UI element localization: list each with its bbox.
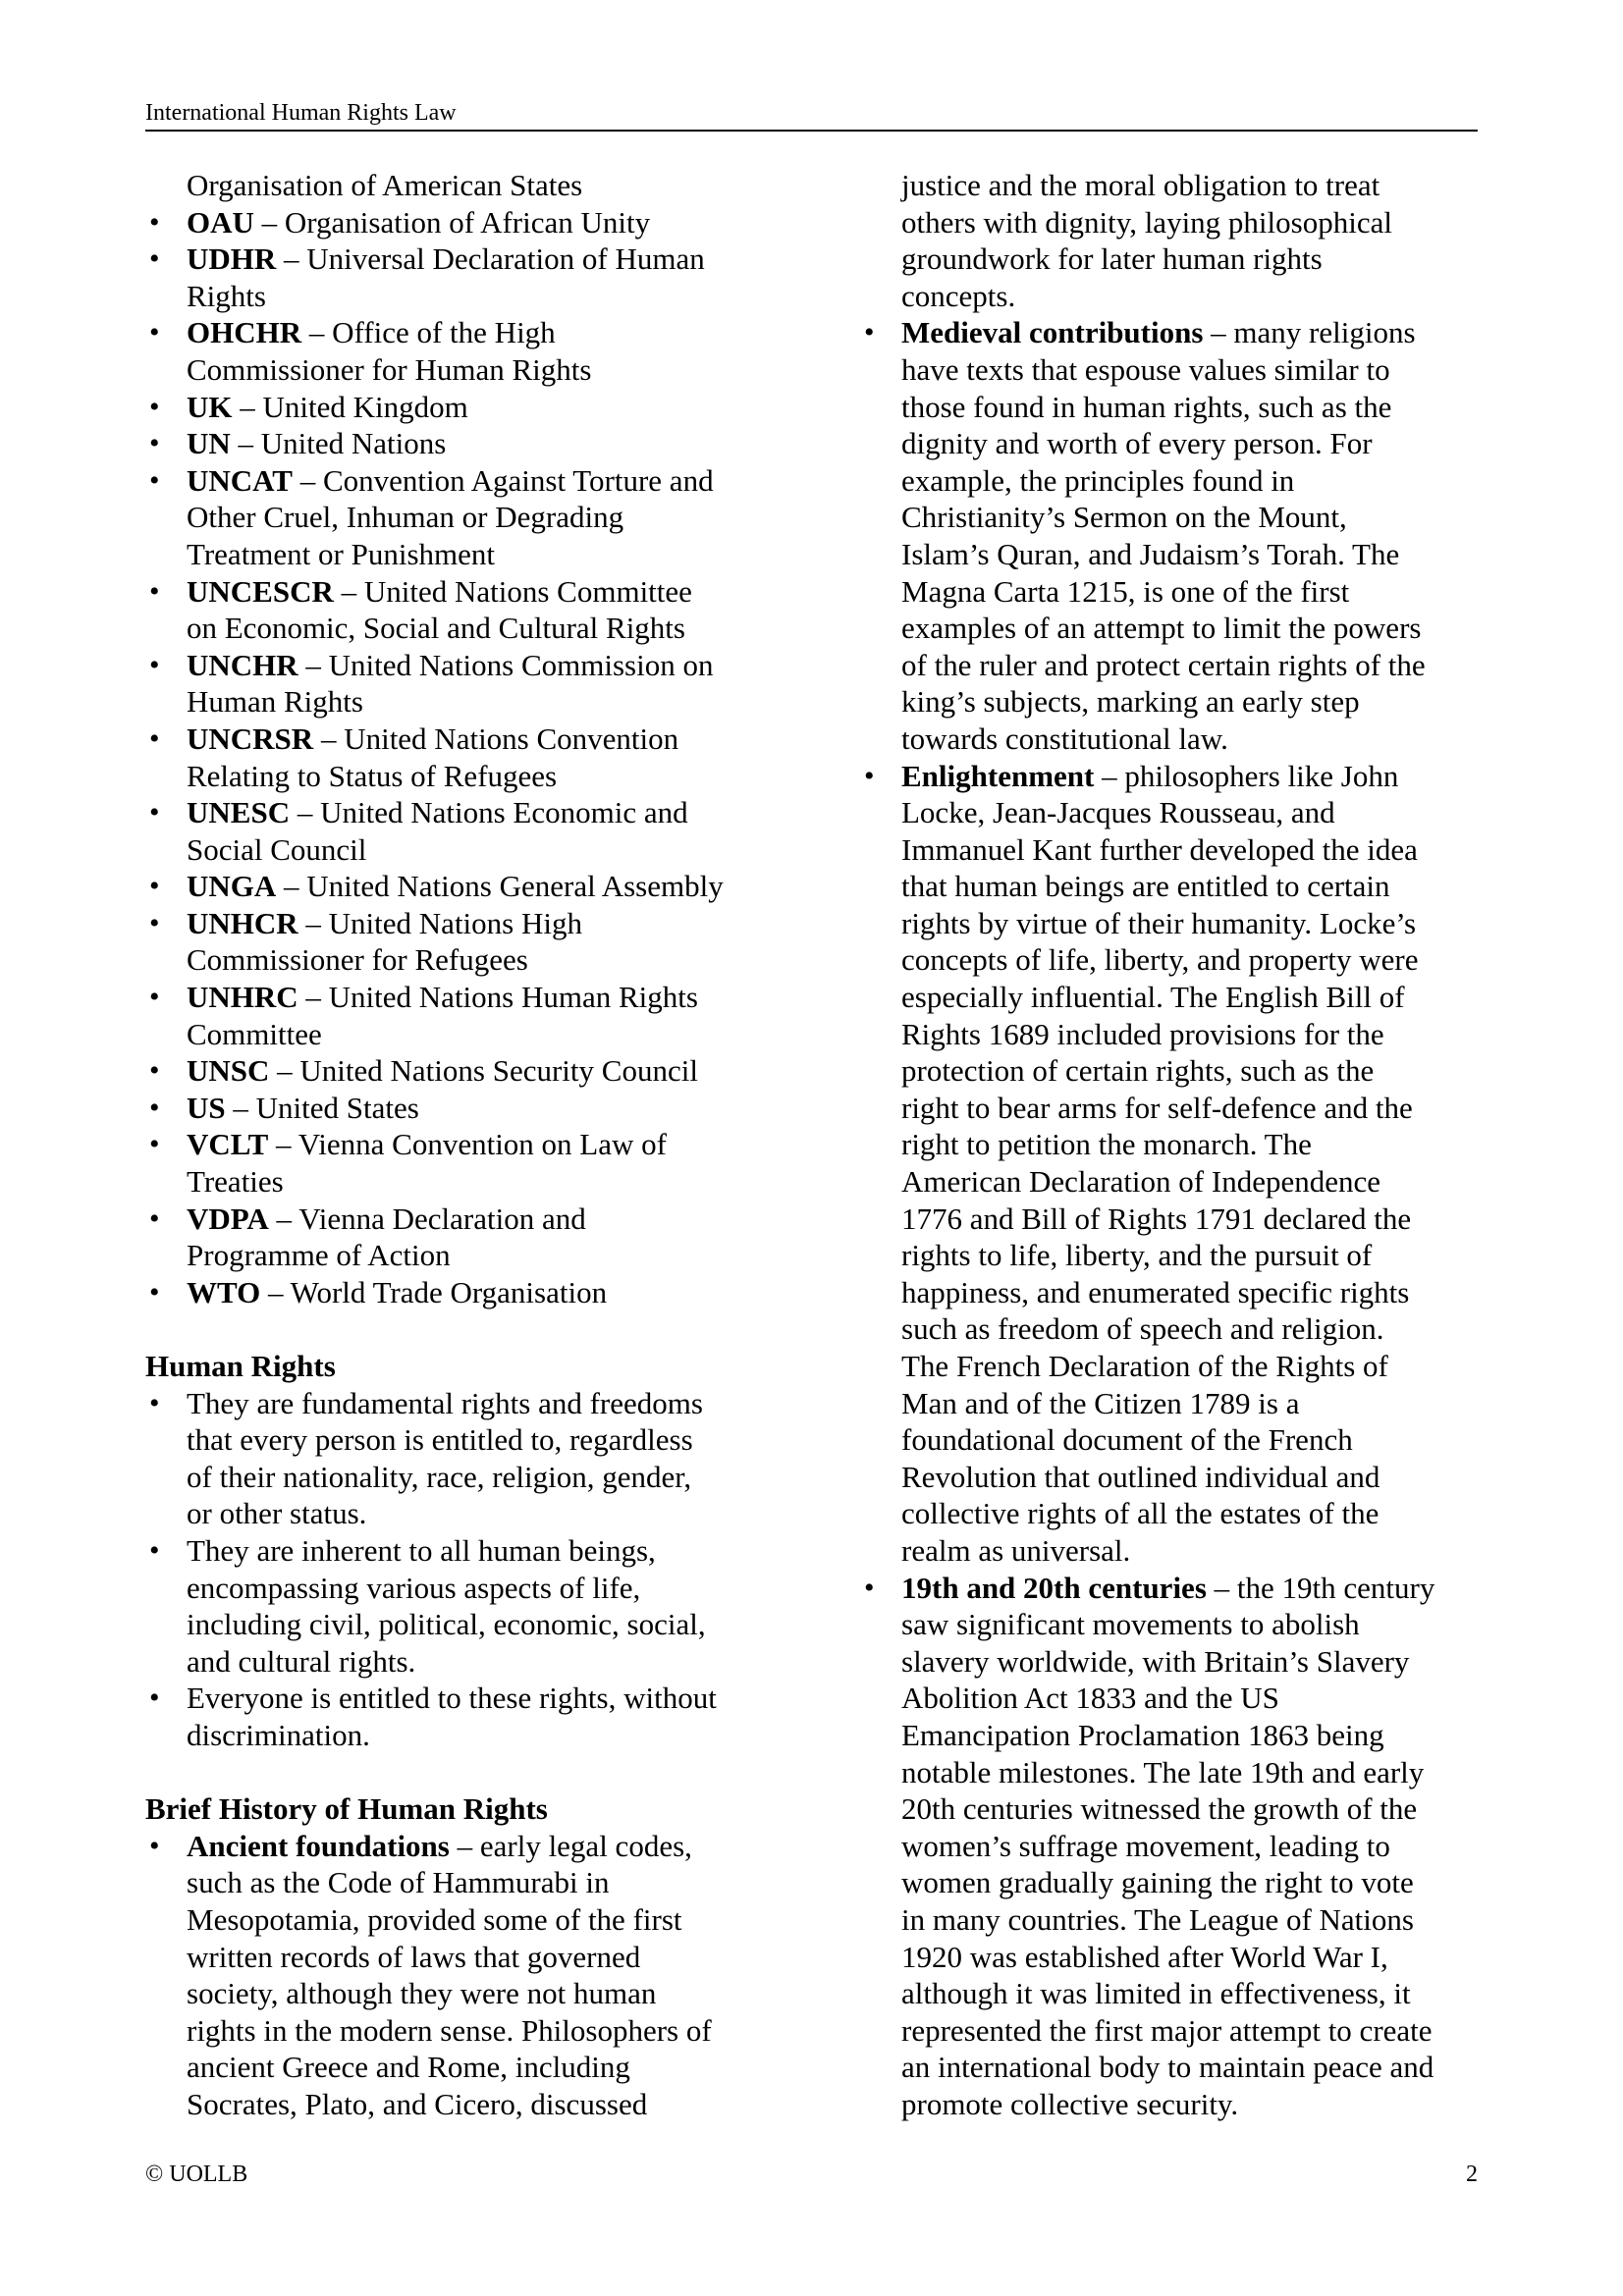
line-text: Programme of Action [187, 1238, 451, 1273]
list-item [145, 1680, 793, 1717]
term: UNCRSR [187, 721, 314, 756]
list-item [145, 979, 793, 1016]
line-text: in many countries. The League of Nations [901, 1901, 1414, 1937]
term: UNCHR [187, 647, 298, 682]
text-line [860, 1274, 1488, 1311]
text-line [145, 831, 793, 869]
term: 19th and 20th centuries [901, 1570, 1207, 1605]
line-text: towards constitutional law. [901, 721, 1228, 756]
text-line [145, 941, 793, 979]
line-text: promote collective security. [901, 2086, 1239, 2121]
line-text: – Universal Declaration of Human [276, 241, 705, 277]
bullet-icon: • [149, 870, 160, 903]
term: UNCESCR [187, 573, 334, 609]
line-text: – United Nations Convention [313, 721, 679, 756]
line-text: Abolition Act 1833 and the US [901, 1681, 1279, 1716]
line-text: including civil, political, economic, social, [187, 1607, 706, 1642]
text-line [860, 831, 1488, 869]
line-text: 20th centuries witnessed the growth of the [901, 1791, 1418, 1827]
line-text: society, although they were not human [187, 1976, 657, 2011]
text-line [145, 1016, 793, 1053]
bullet-icon: • [149, 1091, 160, 1124]
line-text: or other status. [187, 1496, 367, 1531]
bullet-icon: • [149, 796, 160, 829]
text-line [145, 1421, 793, 1459]
text-line [860, 794, 1488, 831]
line-text: although it was limited in effectiveness, it [901, 1976, 1411, 2011]
text-line [860, 683, 1488, 721]
text-line [860, 204, 1488, 241]
line-text: – the 19th century [1206, 1570, 1435, 1605]
text-line [860, 610, 1488, 647]
text-line [860, 2049, 1488, 2086]
line-text: others with dignity, laying philosophical [901, 204, 1392, 240]
line-text: Relating to Status of Refugees [187, 758, 558, 793]
text-line [860, 1532, 1488, 1570]
line-text: slavery worldwide, with Britain’s Slavery [901, 1643, 1410, 1679]
line-text: collective rights of all the estates of the [901, 1496, 1380, 1531]
line-text: Organisation of American States [187, 168, 583, 202]
list-item [145, 1532, 793, 1570]
line-text: concepts. [901, 278, 1016, 313]
text-line [860, 1237, 1488, 1274]
text-line [860, 1459, 1488, 1496]
line-text: – Office of the High [301, 315, 556, 350]
text-line [860, 868, 1488, 905]
blank-line [145, 1310, 793, 1348]
term: Ancient foundations [187, 1828, 450, 1863]
line-text: groundwork for later human rights [901, 241, 1323, 277]
section-heading: Human Rights [145, 1349, 336, 1383]
line-text: – United Nations Commission on [298, 647, 714, 682]
line-text: encompassing various aspects of life, [187, 1570, 641, 1605]
text-line [145, 1643, 793, 1681]
text-line [145, 351, 793, 389]
line-text: Christianity’s Sermon on the Mount, [901, 500, 1347, 535]
bullet-icon: • [149, 1533, 160, 1567]
text-line [145, 758, 793, 795]
line-text: written records of laws that governed [187, 1939, 641, 1974]
list-item [145, 1274, 793, 1311]
line-text: They are fundamental rights and freedoms [187, 1385, 703, 1420]
bullet-icon: • [149, 1682, 160, 1715]
list-item [860, 1570, 1488, 1607]
bullet-icon: • [149, 1386, 160, 1419]
text-line [860, 1939, 1488, 1976]
text-line [145, 2012, 793, 2050]
line-text: of the ruler and protect certain rights of the [901, 647, 1426, 682]
bullet-icon: • [149, 981, 160, 1014]
line-text: Social Council [187, 831, 367, 867]
line-text: of their nationality, race, religion, gender, [187, 1459, 692, 1494]
line-text: Rights 1689 included provisions for the [901, 1016, 1384, 1051]
line-text: king’s subjects, marking an early step [901, 684, 1360, 720]
text-line [860, 2086, 1488, 2123]
text-line [860, 905, 1488, 942]
line-text: – United Nations Human Rights [298, 980, 698, 1015]
line-text: – many religions [1203, 315, 1416, 350]
text-line [860, 389, 1488, 426]
text-line [860, 1348, 1488, 1385]
list-item [145, 647, 793, 684]
line-text: on Economic, Social and Cultural Rights [187, 611, 685, 646]
text-line [145, 1495, 793, 1532]
line-text: an international body to maintain peace and [901, 2050, 1434, 2085]
bullet-icon: • [149, 463, 160, 497]
line-text: Mesopotamia, provided some of the first [187, 1901, 682, 1937]
text-line [860, 1163, 1488, 1201]
line-text: foundational document of the French [901, 1422, 1353, 1458]
bullet-icon: • [149, 721, 160, 755]
text-line [145, 2049, 793, 2086]
line-text: and cultural rights. [187, 1643, 416, 1679]
document-title: International Human Rights Law [145, 100, 457, 126]
bullet-icon: • [149, 1829, 160, 1862]
line-text: American Declaration of Independence [901, 1164, 1380, 1200]
bullet-icon: • [149, 316, 160, 349]
text-line [860, 1864, 1488, 1901]
line-text: women’s suffrage movement, leading to [901, 1828, 1390, 1863]
list-item [145, 1385, 793, 1422]
line-text: Magna Carta 1215, is one of the first [901, 573, 1350, 609]
line-text: Immanuel Kant further developed the idea [901, 831, 1418, 867]
list-item [145, 240, 793, 278]
page-header [145, 98, 1478, 132]
text-line [860, 167, 1488, 204]
term: UN [187, 426, 231, 461]
term: UNESC [187, 795, 291, 830]
text-line [145, 610, 793, 647]
line-text: – Organisation of African Unity [253, 204, 651, 240]
text-line [860, 1310, 1488, 1348]
list-item [145, 1201, 793, 1238]
line-text: Rights [187, 278, 266, 313]
line-text: Commissioner for Human Rights [187, 351, 592, 387]
line-text: Emancipation Proclamation 1863 being [901, 1717, 1384, 1752]
line-text: Commissioner for Refugees [187, 942, 528, 978]
line-text: Human Rights [187, 684, 363, 720]
line-text: right to petition the monarch. The [901, 1127, 1312, 1162]
line-text: notable milestones. The late 19th and early [901, 1754, 1425, 1789]
term: UNHCR [187, 905, 298, 940]
text-line [145, 1163, 793, 1201]
left-column [145, 167, 793, 2122]
bullet-icon: • [864, 759, 875, 792]
line-text: – World Trade Organisation [260, 1274, 608, 1309]
line-text: rights to life, liberty, and the pursuit of [901, 1238, 1373, 1273]
text-line [145, 1606, 793, 1643]
line-text: – United Kingdom [232, 389, 468, 424]
line-text: Locke, Jean-Jacques Rousseau, and [901, 795, 1335, 830]
line-text: women gradually gaining the right to vote [901, 1865, 1414, 1900]
line-text: justice and the moral obligation to treat [901, 168, 1380, 202]
line-text: – Vienna Convention on Law of [268, 1127, 667, 1162]
line-text: Socrates, Plato, and Cicero, discussed [187, 2086, 648, 2121]
line-text: rights by virtue of their humanity. Locke’s [901, 905, 1417, 940]
bullet-icon: • [149, 648, 160, 681]
text-line [860, 1790, 1488, 1828]
text-line [860, 1680, 1488, 1717]
line-text: Committee [187, 1016, 322, 1051]
line-text: ancient Greece and Rome, including [187, 2050, 630, 2085]
text-line [860, 1421, 1488, 1459]
text-line [145, 499, 793, 536]
term: WTO [187, 1274, 261, 1309]
text-line [860, 536, 1488, 573]
list-item [145, 868, 793, 905]
text-line [145, 1901, 793, 1939]
text-line [145, 1975, 793, 2012]
line-text: Revolution that outlined individual and [901, 1459, 1380, 1494]
list-item [145, 794, 793, 831]
text-line [860, 1828, 1488, 1865]
line-text: that human beings are entitled to certain [901, 869, 1390, 904]
text-line [860, 1016, 1488, 1053]
line-text: Man and of the Citizen 1789 is a [901, 1385, 1300, 1420]
bullet-icon: • [149, 427, 160, 460]
line-text: happiness, and enumerated specific rights [901, 1274, 1410, 1309]
line-text: examples of an attempt to limit the powers [901, 611, 1422, 646]
text-line [860, 1201, 1488, 1238]
text-line [860, 647, 1488, 684]
bullet-icon: • [149, 1201, 160, 1235]
copyright-notice: © UOLLB [145, 2162, 248, 2187]
term: US [187, 1090, 226, 1125]
text-line [860, 1643, 1488, 1681]
bullet-icon: • [149, 1128, 160, 1161]
term: UNCAT [187, 462, 293, 498]
text-line [860, 1126, 1488, 1163]
line-text: – United Nations Economic and [290, 795, 688, 830]
list-item [145, 314, 793, 351]
term: UNGA [187, 869, 277, 904]
page-number: 2 [1466, 2162, 1478, 2187]
text-line [145, 167, 793, 204]
text-line [860, 979, 1488, 1016]
text-line [145, 1717, 793, 1754]
text-line [860, 425, 1488, 462]
line-text: – United Nations [230, 426, 447, 461]
line-text: concepts of life, liberty, and property were [901, 942, 1419, 978]
text-line [860, 1717, 1488, 1754]
right-column [860, 167, 1488, 2122]
list-item [145, 1126, 793, 1163]
bullet-icon: • [149, 906, 160, 939]
text-line [860, 1385, 1488, 1422]
line-text: dignity and worth of every person. For [901, 426, 1373, 461]
text-line [860, 1606, 1488, 1643]
section-heading: Brief History of Human Rights [145, 1791, 548, 1827]
list-item [145, 389, 793, 426]
bullet-icon: • [864, 316, 875, 349]
bullet-icon: • [864, 1571, 875, 1604]
text-line [860, 573, 1488, 611]
text-line [145, 1864, 793, 1901]
term: OHCHR [187, 315, 302, 350]
bullet-icon: • [149, 205, 160, 239]
line-text: Other Cruel, Inhuman or Degrading [187, 500, 624, 535]
list-item [145, 573, 793, 611]
text-line [860, 721, 1488, 758]
text-line [860, 351, 1488, 389]
term: VCLT [187, 1127, 269, 1162]
text-line [145, 1939, 793, 1976]
term: Medieval contributions [901, 315, 1204, 350]
list-item [145, 1828, 793, 1865]
text-line [860, 941, 1488, 979]
list-item [860, 758, 1488, 795]
line-text: Everyone is entitled to these rights, without [187, 1681, 717, 1716]
text-line [145, 2086, 793, 2123]
list-item [145, 905, 793, 942]
blank-line [145, 1754, 793, 1791]
line-text: – United Nations General Assembly [276, 869, 724, 904]
text-line [860, 1901, 1488, 1939]
line-text: protection of certain rights, such as the [901, 1053, 1375, 1089]
line-text: have texts that espouse values similar to [901, 351, 1390, 387]
line-text: right to bear arms for self-defence and the [901, 1090, 1413, 1125]
line-text: Treaties [187, 1164, 284, 1200]
text-line [145, 278, 793, 315]
line-text: such as freedom of speech and religion. [901, 1311, 1384, 1347]
term: UNHRC [187, 980, 298, 1015]
line-text: 1920 was established after World War I, [901, 1939, 1388, 1974]
line-text: – early legal codes, [449, 1828, 692, 1863]
list-item [145, 721, 793, 758]
term: UK [187, 389, 233, 424]
text-line [860, 499, 1488, 536]
list-item [145, 204, 793, 241]
page-footer [145, 2160, 1478, 2189]
term: OAU [187, 204, 254, 240]
term: VDPA [187, 1201, 269, 1236]
list-item [145, 462, 793, 500]
line-text: – United Nations Security Council [269, 1053, 698, 1089]
line-text: represented the first major attempt to create [901, 2012, 1433, 2048]
text-line [145, 536, 793, 573]
line-text: – Convention Against Torture and [292, 462, 714, 498]
line-text: especially influential. The English Bill of [901, 980, 1405, 1015]
line-text: example, the principles found in [901, 462, 1295, 498]
list-item [145, 425, 793, 462]
text-line [145, 683, 793, 721]
text-line [860, 1975, 1488, 2012]
text-line [860, 2012, 1488, 2050]
line-text: – Vienna Declaration and [268, 1201, 586, 1236]
text-line [860, 1495, 1488, 1532]
text-line [860, 278, 1488, 315]
term: UDHR [187, 241, 277, 277]
text-line [145, 1459, 793, 1496]
line-text: such as the Code of Hammurabi in [187, 1865, 610, 1900]
bullet-icon: • [149, 1054, 160, 1088]
bullet-icon: • [149, 1275, 160, 1308]
bullet-icon: • [149, 574, 160, 608]
line-text: realm as universal. [901, 1532, 1131, 1568]
line-text: – United Nations High [298, 905, 582, 940]
text-line [860, 1754, 1488, 1791]
text-line [145, 1570, 793, 1607]
term: Enlightenment [901, 758, 1095, 793]
line-text: saw significant movements to abolish [901, 1607, 1360, 1642]
term: UNSC [187, 1053, 270, 1089]
line-text: 1776 and Bill of Rights 1791 declared the [901, 1201, 1412, 1236]
line-text: that every person is entitled to, regardless [187, 1422, 693, 1458]
list-item [145, 1052, 793, 1090]
line-text: discrimination. [187, 1717, 370, 1752]
text-line [860, 462, 1488, 500]
list-item [860, 314, 1488, 351]
bullet-icon: • [149, 390, 160, 423]
list-item [145, 1090, 793, 1127]
line-text: – philosophers like John [1094, 758, 1399, 793]
line-text: They are inherent to all human beings, [187, 1532, 656, 1568]
text-line [860, 1090, 1488, 1127]
text-line [860, 1052, 1488, 1090]
line-text: those found in human rights, such as the [901, 389, 1392, 424]
line-text: rights in the modern sense. Philosophers of [187, 2012, 712, 2048]
text-line [145, 1237, 793, 1274]
line-text: – United Nations Committee [333, 573, 692, 609]
line-text: Islam’s Quran, and Judaism’s Torah. The [901, 536, 1400, 571]
text-line [860, 240, 1488, 278]
line-text: Treatment or Punishment [187, 536, 496, 571]
line-text: – United States [225, 1090, 419, 1125]
bullet-icon: • [149, 242, 160, 276]
line-text: The French Declaration of the Rights of [901, 1349, 1388, 1383]
